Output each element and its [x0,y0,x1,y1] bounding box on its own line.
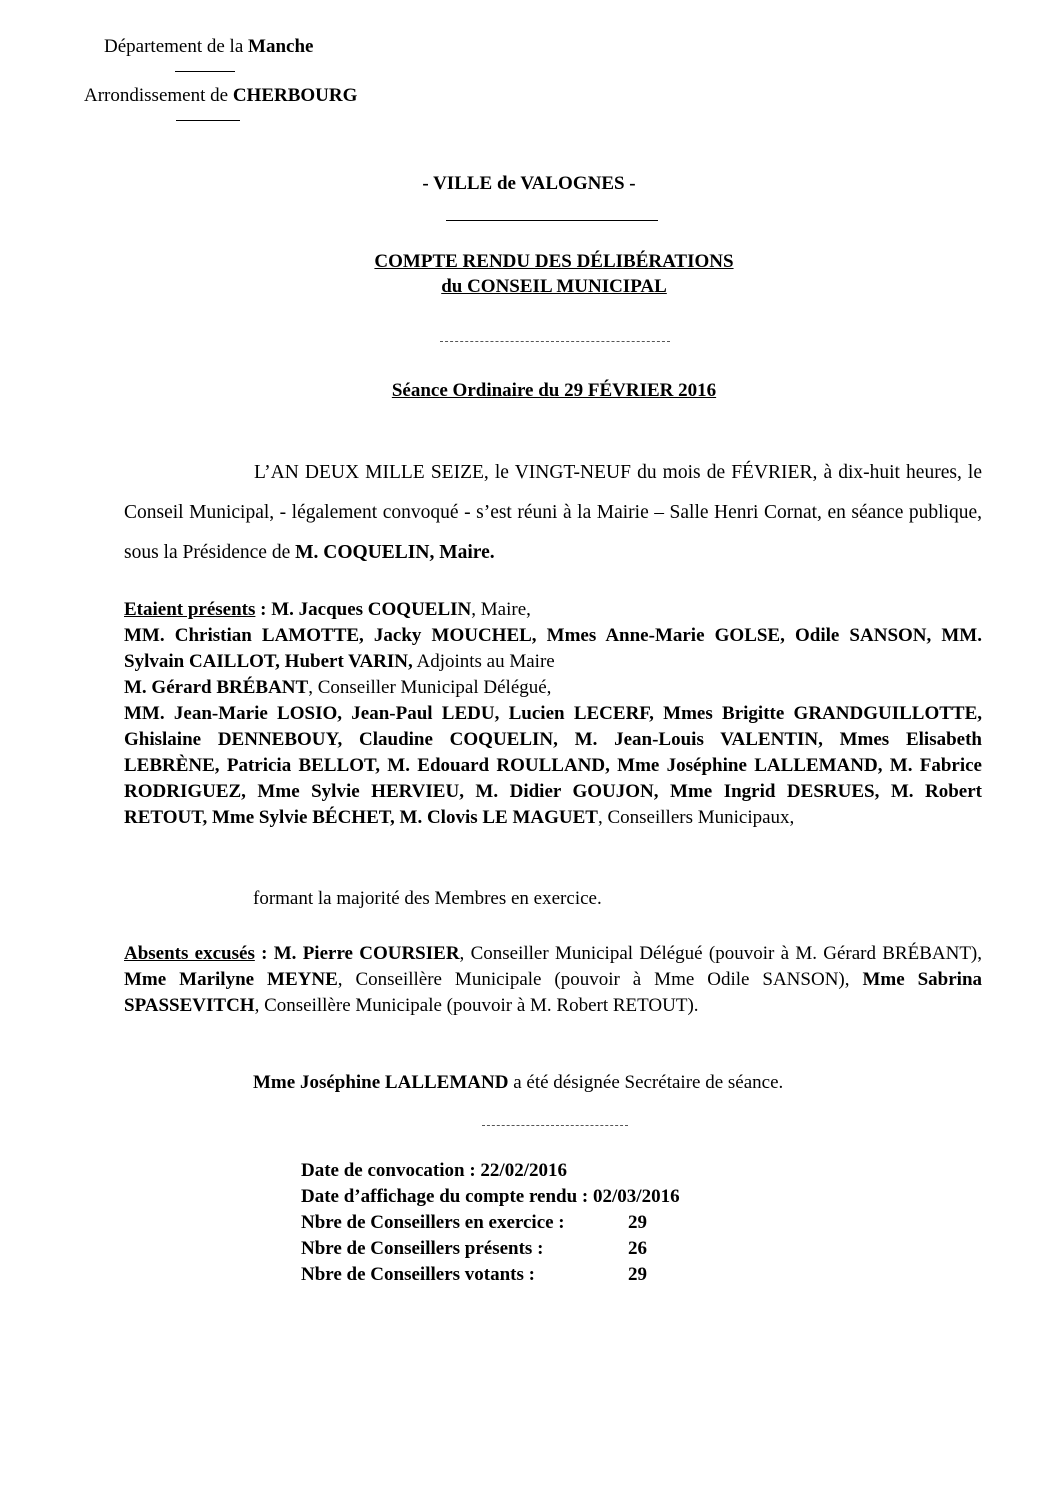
conseillers-names: MM. Jean-Marie LOSIO, Jean-Paul LEDU, Lucien LECERF, Mmes Brigitte GRANDGUILLOTTE, Ghislaine DENNEBOUY, Claudine COQUELIN, M. Jean-Louis VALENTIN, Mmes Elisabeth LEBRÈNE, Patricia BELLOT, M. Edouard ROULLAND, Mme Joséphine LALLEMAND, M. Fabrice RODRIGUEZ, Mme Sylvie HERVIEU, M. Didier GOUJON, Mme Ingrid DESRUES, M. Robert RETOUT, Mme Sylvie BÉCHET, M. Clovis LE MAGUET [124,703,982,828]
presents-sep: : [255,599,272,620]
adjoints-role: Adjoints au Maire [412,651,555,672]
title-rule [446,220,658,221]
secretaire-name: Mme Joséphine LALLEMAND [253,1072,509,1093]
arrondissement-line [84,85,404,107]
secretaire-text: a été désignée Secrétaire de séance. [508,1072,784,1093]
title-rule-dashed [440,341,670,342]
compte-rendu-title: COMPTE RENDU DES DÉLIBÉRATIONS [374,251,734,272]
absents-block [124,941,982,1019]
absent-2-name: Mme Marilyne MEYNE [124,969,338,990]
presents-block [124,597,982,831]
absent-3-name: Mme Sabrina SPASSEVITCH [124,969,983,1016]
convocation-label: Date de convocation : [301,1160,481,1181]
absent-2-text: , Conseillère Municipale (pouvoir à Mme Odile SANSON), [337,969,863,990]
presents-conseillers [124,701,982,831]
secretaire-rule [482,1125,628,1126]
convocation-value: 22/02/2016 [480,1160,567,1181]
header-rule-2 [176,120,240,121]
presents-label: Etaient présents [124,599,256,620]
exercice-label: Nbre de Conseillers en exercice : [301,1212,565,1233]
conseillers-role: , Conseillers Municipaux, [597,807,795,828]
delegue-name: M. Gérard BRÉBANT [124,677,309,698]
votants-value: 29 [628,1264,647,1285]
affichage-value: 02/03/2016 [593,1186,680,1207]
absents-label: Absents excusés [124,943,255,964]
secretaire-line [253,1072,783,1094]
arrondissement-prefix: Arrondissement de [84,85,233,106]
absent-1-name: M. Pierre COURSIER [273,943,460,964]
conseil-title: du CONSEIL MUNICIPAL [441,276,667,297]
summary-affichage [301,1186,680,1208]
intro-president: M. COQUELIN, Maire. [295,542,495,563]
absent-1-text: , Conseiller Municipal Délégué (pouvoir à M. Gérard BRÉBANT), [459,943,983,964]
summary-votants [301,1264,661,1286]
departement-name: Manche [248,36,314,57]
delegue-role: , Conseiller Municipal Délégué, [308,677,552,698]
intro-paragraph [124,453,982,573]
absents-sep: : [254,943,274,964]
summary-presents [301,1238,661,1260]
presents-line-maire [124,597,982,623]
majorite-text: formant la majorité des Membres en exercice. [253,888,602,909]
affichage-label: Date d’affichage du compte rendu : [301,1186,594,1207]
ville-title: - VILLE de VALOGNES - [422,173,636,194]
header-rule-1 [175,71,235,72]
adjoints-names: MM. Christian LAMOTTE, Jacky MOUCHEL, Mmes Anne-Marie GOLSE, Odile SANSON, MM. Sylvain CAILLOT, Hubert VARIN, [124,625,982,672]
departement-line [104,36,344,58]
presents-count-label: Nbre de Conseillers présents : [301,1238,544,1259]
presents-adjoints [124,623,982,675]
presents-delegue [124,675,982,701]
votants-label: Nbre de Conseillers votants : [301,1264,535,1285]
seance-title: Séance Ordinaire du 29 FÉVRIER 2016 [391,380,717,401]
arrondissement-name: CHERBOURG [232,85,358,106]
summary-convocation [301,1160,567,1182]
summary-exercice [301,1212,661,1234]
intro-text: L’AN DEUX MILLE SEIZE, le VINGT-NEUF du mois de FÉVRIER, à dix-huit heures, le Conseil Municipal, - légalement convoqué - s’est réuni à la Mairie – Salle Henri Cornat, en séance publique, sous la Présidence de [124,462,982,563]
departement-prefix: Département de la [104,36,249,57]
maire-role: , Maire, [471,599,531,620]
absent-3-text: , Conseillère Municipale (pouvoir à M. Robert RETOUT). [254,995,699,1016]
presents-count-value: 26 [628,1238,647,1259]
maire-name: M. Jacques COQUELIN [271,599,472,620]
exercice-value: 29 [628,1212,647,1233]
